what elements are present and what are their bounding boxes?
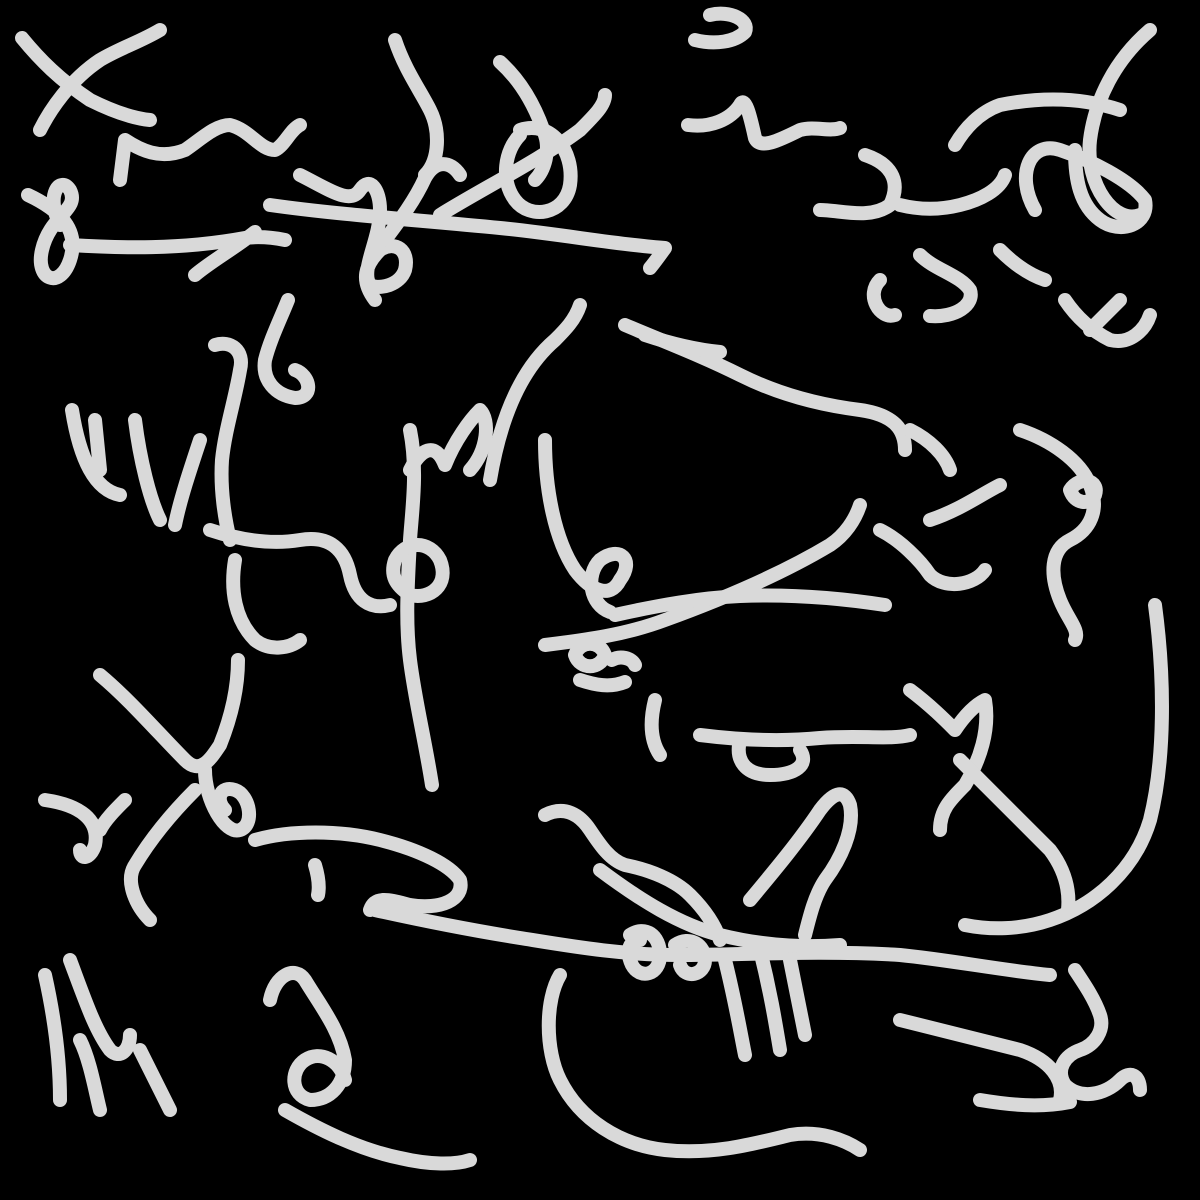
stroke-ll-tick <box>315 865 319 895</box>
stroke-br-tail <box>980 1100 1070 1105</box>
